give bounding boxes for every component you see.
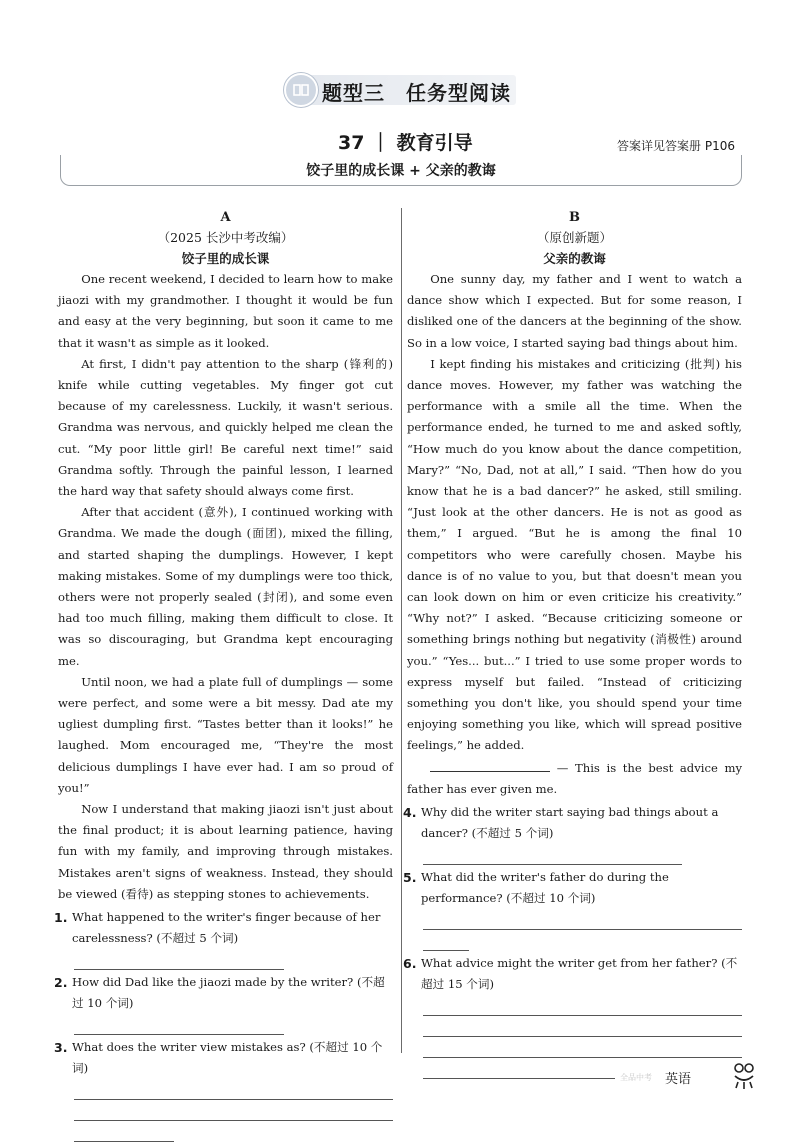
subtitle-box	[60, 155, 742, 186]
answer-line[interactable]	[423, 1016, 742, 1037]
answer-line[interactable]	[74, 949, 284, 970]
paragraph: At first, I didn't pay attention to the sharp (锋利的) knife while cutting vegetables. My finger got cut because of my carelessness. Luckily, it wasn't serious. Grandma was nervous, and quickly helped me clean the cut. “My poor little girl! Be careful next time!” said Grandma softly. Through the painful lesson, I learned the hard way that safety should always come first.	[58, 356, 393, 499]
answer-line[interactable]	[74, 1014, 284, 1035]
footer-watermark: 全品中考	[620, 1073, 652, 1082]
unit-title: 37 ｜ 教育引导	[338, 132, 473, 154]
answer-line[interactable]	[423, 1058, 615, 1079]
answer-line[interactable]	[423, 844, 682, 865]
question-number: 3.	[54, 1040, 68, 1056]
paragraph: Until noon, we had a plate full of dumplings — some were perfect, and some were a bit messy. Dad ate my ugliest dumpling first. “Tastes better than it looks!” he laughed. Mom encouraged me, “They're the most delicious dumplings I have ever had. I am so proud of you!”	[58, 674, 393, 795]
answer-line[interactable]	[74, 1121, 174, 1142]
question-2	[54, 972, 393, 1035]
passage-letter: A	[220, 210, 231, 225]
question-number: 2.	[54, 975, 68, 991]
footer-subject: 英语	[665, 1072, 692, 1087]
passage-title: 父亲的教诲	[543, 251, 606, 266]
question-number: 6.	[403, 956, 417, 972]
mascot-logo-icon	[730, 1060, 758, 1090]
answer-line[interactable]	[74, 1079, 393, 1100]
closing-paragraph	[407, 757, 742, 800]
passage-title: 饺子里的成长课	[181, 251, 270, 266]
column-divider	[401, 208, 402, 1053]
page-subtitle: 饺子里的成长课 + 父亲的教诲	[306, 163, 496, 179]
paragraph: I kept finding his mistakes and criticizing (批判) his dance moves. However, my father was watching the performance with a smile all the time. When the performance ended, he turned to me and asked softly, “How much do you know about the dance competition, Mary?” “No, Dad, not at all,” I said. “Then how do you know that he is a bad dancer?” he asked, still smiling. “Just look at the other dancers. He is not as good as them,” I argued. “But he is among the final 10 competitors who were carefully chosen. Maybe his dance is of no value to you, but that doesn't mean you can look down on him or even criticize his creativity.” “Why not?” I asked. “Because criticizing someone or something brings nothing but negativity (消极性) around you.” “Yes... but...” I tried to use some proper words to express myself but failed. “Instead of criticizing something you don't like, you should spend your time enjoying something you like, which will spread positive feelings,” he added.	[407, 356, 742, 753]
passage-letter: B	[569, 210, 580, 225]
paragraph: Now I understand that making jiaozi isn't just about the final product; it is about learning patience, having fun with my family, and improving through mistakes. Mistakes aren't signs of weakness. Instead, they should be viewed (看待) as stepping stones to achievements.	[58, 802, 393, 901]
question-number: 4.	[403, 805, 417, 821]
fill-in-blank[interactable]	[430, 757, 550, 772]
answer-line[interactable]	[423, 1037, 742, 1058]
question-number: 5.	[403, 870, 417, 886]
question-text: What does the writer view mistakes as? (不超过 10 个词)	[72, 1040, 383, 1076]
question-text: How did Dad like the jiaozi made by the writer? (不超过 10 个词)	[72, 975, 385, 1011]
closing-text: — This is the best advice my father has ever given me.	[407, 760, 742, 796]
question-text: What happened to the writer's finger because of her carelessness? (不超过 5 个词)	[72, 910, 381, 946]
question-4	[403, 802, 742, 865]
question-3	[54, 1037, 393, 1142]
banner-title: 题型三 任务型阅读	[322, 81, 511, 105]
section-banner	[284, 73, 516, 107]
book-icon	[284, 73, 318, 107]
answer-line[interactable]	[423, 995, 742, 1016]
question-text: What did the writer's father do during the performance? (不超过 10 个词)	[421, 870, 669, 906]
answer-line[interactable]	[74, 1100, 393, 1121]
paragraph: After that accident (意外), I continued working with Grandma. We made the dough (面团), mixed the filling, and started shaping the dumplings. However, I kept making mistakes. Some of my dumplings were too thick, others were not properly sealed (封闭), and some even had too much filling, making them difficult to close. It was so discouraging, but Grandma kept encouraging me.	[58, 505, 393, 668]
passage-source: （原创新题）	[536, 230, 612, 245]
question-1	[54, 907, 393, 970]
question-text: What advice might the writer get from her father? (不超过 15 个词)	[421, 956, 738, 992]
answer-reference: 答案详见答案册 P106	[617, 139, 735, 153]
passage-source: （2025 长沙中考改编）	[157, 230, 294, 245]
question-6	[403, 953, 742, 1079]
passage-b	[403, 208, 742, 1079]
question-text: Why did the writer start saying bad things about a dancer? (不超过 5 个词)	[421, 805, 719, 841]
question-number: 1.	[54, 910, 68, 926]
answer-line[interactable]	[423, 909, 742, 930]
question-5	[403, 867, 742, 951]
paragraph: One sunny day, my father and I went to watch a dance show which I expected. But for some reason, I disliked one of the dancers at the beginning of the show. So in a low voice, I started saying bad things about him.	[407, 272, 742, 350]
paragraph: One recent weekend, I decided to learn how to make jiaozi with my grandmother. I thought it would be fun and easy at the very beginning, but soon it came to me that it wasn't as simple as it looked.	[58, 272, 393, 350]
answer-line[interactable]	[423, 930, 469, 951]
passage-a	[54, 208, 393, 1142]
